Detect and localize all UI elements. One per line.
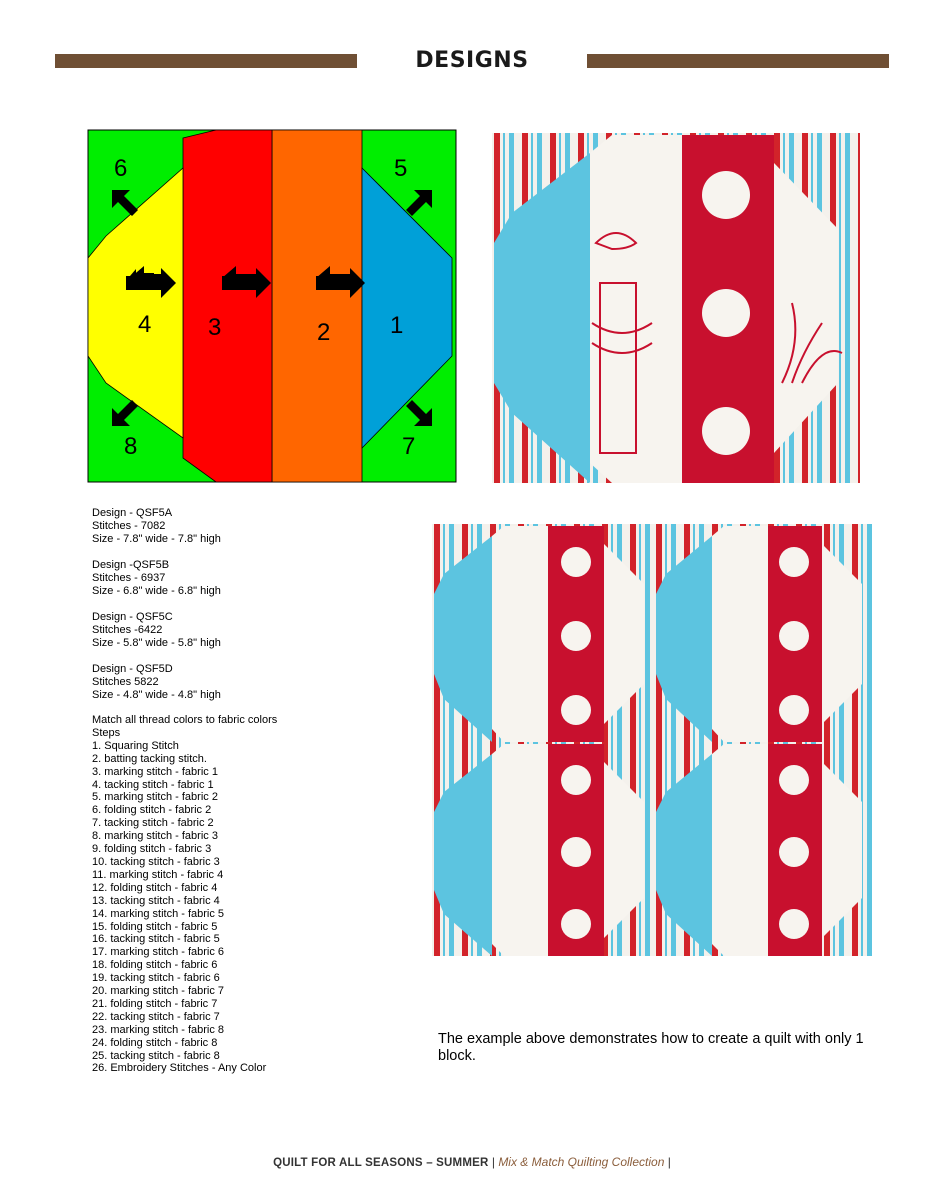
quilt-example-block-4 xyxy=(654,742,872,956)
step-item: 20. marking stitch - fabric 7 xyxy=(92,985,225,998)
diagram-label-3: 3 xyxy=(208,314,222,341)
design-spec-a xyxy=(92,507,422,546)
step-item: 11. marking stitch - fabric 4 xyxy=(92,868,224,881)
design-stitches: Stitches 5822 xyxy=(92,676,159,688)
step-item: 6. folding stitch - fabric 2 xyxy=(92,804,212,817)
design-name: Design - QSF5A xyxy=(92,507,173,519)
diagram-label-8: 8 xyxy=(124,433,138,460)
design-specs xyxy=(92,507,422,715)
design-spec-b xyxy=(92,559,422,598)
instructions-intro: Match all thread colors to fabric colors xyxy=(92,714,278,726)
diagram-label-1: 1 xyxy=(390,312,404,339)
quilt-block-photo xyxy=(492,133,860,483)
page-title: DESIGNS xyxy=(415,48,529,73)
step-item: 3. marking stitch - fabric 1 xyxy=(92,765,218,778)
step-item: 10. tacking stitch - fabric 3 xyxy=(92,855,220,868)
design-size: Size - 4.8" wide - 4.8" high xyxy=(92,689,221,701)
step-item: 2. batting tacking stitch. xyxy=(92,752,207,765)
header-bar-left xyxy=(55,54,357,68)
step-item: 22. tacking stitch - fabric 7 xyxy=(92,1010,220,1023)
block-diagram xyxy=(86,128,458,484)
footer-collection: Mix & Match Quilting Collection xyxy=(498,1155,665,1169)
step-item: 9. folding stitch - fabric 3 xyxy=(92,843,212,856)
diagram-label-4: 4 xyxy=(138,311,152,338)
step-item: 26. Embroidery Stitches - Any Color xyxy=(92,1062,267,1075)
instruction-steps xyxy=(92,714,422,1075)
example-caption: The example above demonstrates how to create a quilt with only 1 block. xyxy=(438,1031,864,1064)
header-bar-right xyxy=(587,54,889,68)
step-item: 5. marking stitch - fabric 2 xyxy=(92,791,218,804)
design-stitches: Stitches -6422 xyxy=(92,624,163,636)
step-item: 15. folding stitch - fabric 5 xyxy=(92,920,218,933)
quilt-example-block-2 xyxy=(654,524,872,742)
diagram-label-2: 2 xyxy=(317,319,331,346)
diagram-label-6: 6 xyxy=(114,155,128,182)
footer-title: QUILT FOR ALL SEASONS – SUMMER xyxy=(273,1157,489,1169)
design-spec-d xyxy=(92,663,422,702)
step-item: 8. marking stitch - fabric 3 xyxy=(92,830,218,843)
step-item: 13. tacking stitch - fabric 4 xyxy=(92,894,220,907)
steps-label: Steps xyxy=(92,726,121,739)
step-item: 14. marking stitch - fabric 5 xyxy=(92,907,225,920)
step-item: 18. folding stitch - fabric 6 xyxy=(92,959,218,972)
design-name: Design -QSF5B xyxy=(92,559,170,571)
design-size: Size - 6.8" wide - 6.8" high xyxy=(92,585,221,597)
step-item: 24. folding stitch - fabric 8 xyxy=(92,1036,218,1049)
design-stitches: Stitches - 7082 xyxy=(92,520,166,532)
design-size: Size - 5.8" wide - 5.8" high xyxy=(92,637,221,649)
step-item: 23. marking stitch - fabric 8 xyxy=(92,1023,225,1036)
design-name: Design - QSF5D xyxy=(92,663,173,675)
quilt-example-block-3 xyxy=(432,742,654,956)
design-spec-c xyxy=(92,611,422,650)
step-item: 17. marking stitch - fabric 6 xyxy=(92,946,225,959)
footer-separator: | xyxy=(491,1155,495,1169)
step-item: 19. tacking stitch - fabric 6 xyxy=(92,972,220,985)
step-item: 16. tacking stitch - fabric 5 xyxy=(92,933,220,946)
quilt-example-block-1 xyxy=(432,524,654,742)
diagram-label-5: 5 xyxy=(394,155,408,182)
diagram-label-7: 7 xyxy=(402,433,416,460)
step-item: 25. tacking stitch - fabric 8 xyxy=(92,1049,220,1062)
footer-separator-end: | xyxy=(667,1155,671,1169)
step-item: 21. folding stitch - fabric 7 xyxy=(92,997,218,1010)
design-size: Size - 7.8" wide - 7.8" high xyxy=(92,533,221,545)
step-item: 4. tacking stitch - fabric 1 xyxy=(92,778,214,791)
design-name: Design - QSF5C xyxy=(92,611,173,623)
step-item: 7. tacking stitch - fabric 2 xyxy=(92,817,214,830)
page-footer xyxy=(0,1155,944,1169)
step-item: 1. Squaring Stitch xyxy=(92,739,179,752)
design-stitches: Stitches - 6937 xyxy=(92,572,166,584)
step-item: 12. folding stitch - fabric 4 xyxy=(92,881,218,894)
